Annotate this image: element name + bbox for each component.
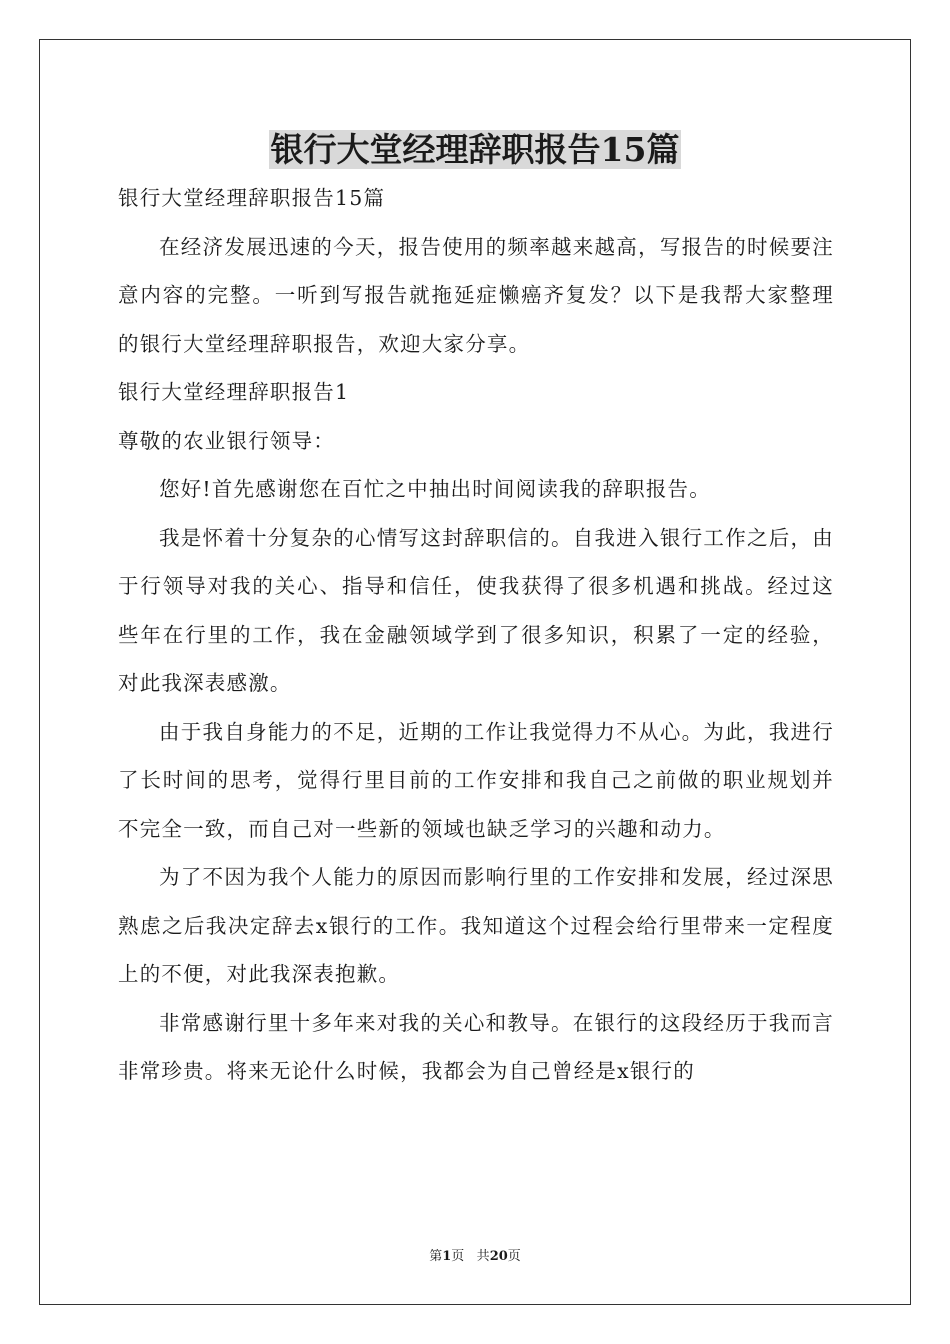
footer-page-prefix: 第 (429, 1249, 443, 1264)
footer-total-prefix: 共 (476, 1249, 490, 1264)
document-title (0, 124, 950, 176)
salutation: 尊敬的农业银行领导： (118, 428, 335, 453)
paragraph-greeting: 您好!首先感谢您在百忙之中抽出时间阅读我的辞职报告。 (159, 477, 711, 501)
footer-total-suffix: 页 (507, 1249, 521, 1264)
section-heading: 银行大堂经理辞职报告1 (118, 380, 350, 404)
page-footer (0, 1248, 950, 1266)
footer-page-number: 1 (442, 1249, 452, 1264)
document-subtitle: 银行大堂经理辞职报告15篇 (118, 186, 386, 210)
paragraph-intro: 在经济发展迅速的今天，报告使用的频率越来越高，写报告的时候要注意内容的完整。一听到写报告就拖延症懒癌齐复发？以下是我帮大家整理的银行大堂经理辞职报告，欢迎大家分享。 (118, 234, 834, 356)
document-body (118, 174, 834, 1096)
footer-page-suffix: 页 (451, 1249, 465, 1264)
document-title-text: 银行大堂经理辞职报告15篇 (270, 130, 680, 169)
footer-total-pages: 20 (489, 1249, 508, 1264)
paragraph-body: 由于我自身能力的不足，近期的工作让我觉得力不从心。为此，我进行了长时间的思考，觉得行里目前的工作安排和我自己之前做的职业规划并不完全一致，而自己对一些新的领域也缺乏学习的兴趣和动力。 (118, 719, 834, 841)
paragraph-body: 我是怀着十分复杂的心情写这封辞职信的。自我进入银行工作之后，由于行领导对我的关心、指导和信任，使我获得了很多机遇和挑战。经过这些年在行里的工作，我在金融领域学到了很多知识，积累了一定的经验，对此我深表感激。 (118, 525, 834, 695)
paragraph-body: 为了不因为我个人能力的原因而影响行里的工作安排和发展，经过深思熟虑之后我决定辞去x银行的工作。我知道这个过程会给行里带来一定程度上的不便，对此我深表抱歉。 (118, 865, 834, 986)
paragraph-body: 非常感谢行里十多年来对我的关心和教导。在银行的这段经历于我而言非常珍贵。将来无论什么时候，我都会为自己曾经是x银行的 (118, 1010, 834, 1083)
